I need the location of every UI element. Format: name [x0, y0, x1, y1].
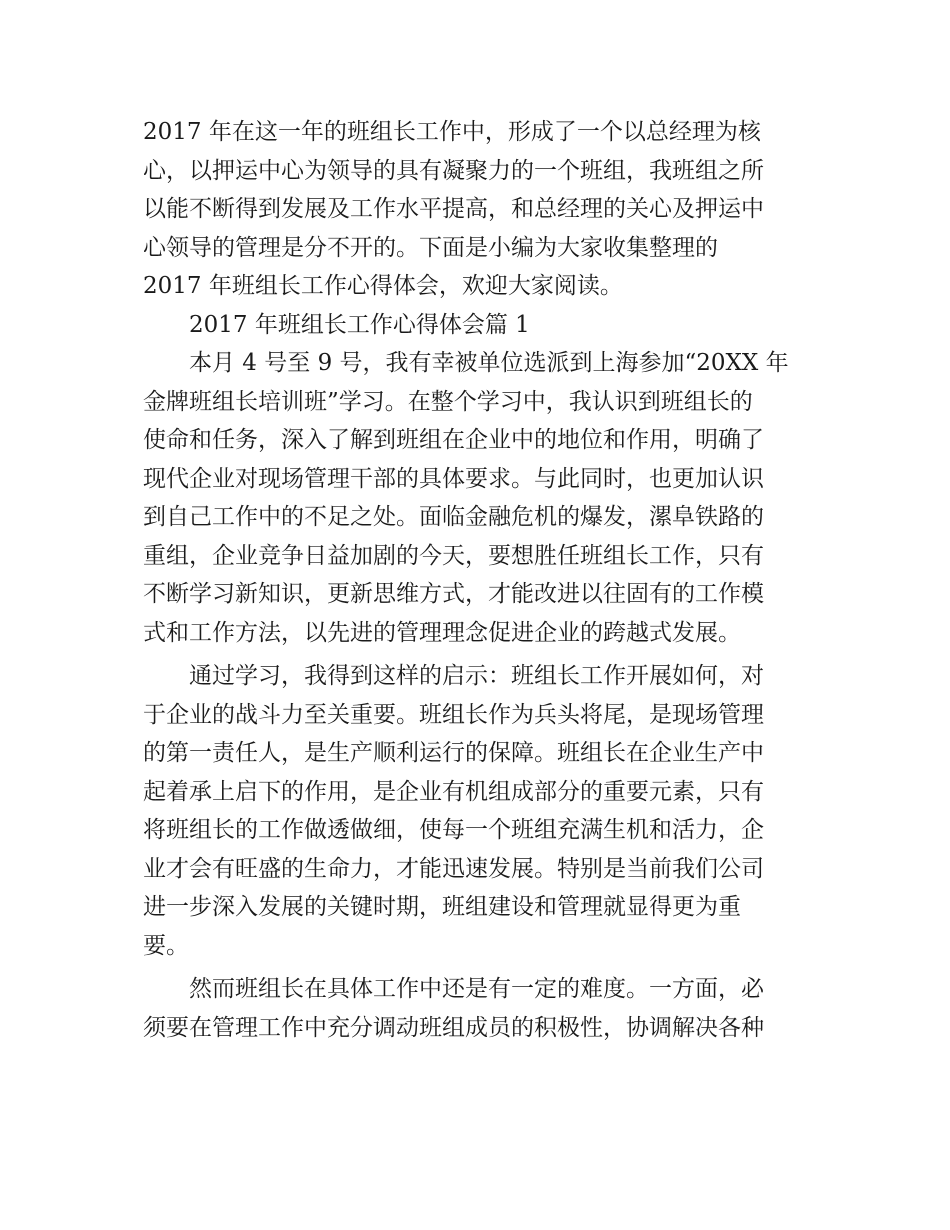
text-line: 重组，企业竞争日益加剧的今天，要想胜任班组长工作，只有: [143, 542, 764, 569]
text-line: 心，以押运中心为领导的具有凝聚力的一个班组，我班组之所: [143, 157, 764, 184]
text-line: 然而班组长在具体工作中还是有一定的难度。一方面，必: [189, 976, 764, 1002]
text-line: 现代企业对现场管理干部的具体要求。与此同时，也更加认识: [143, 465, 764, 492]
text-line: 将班组长的工作做透做细，使每一个班组充满生机和活力，企: [143, 817, 764, 843]
intro-paragraph: [143, 113, 813, 306]
text-line: 于企业的战斗力至关重要。班组长作为兵头将尾，是现场管理: [143, 701, 764, 728]
text-line: 式和工作方法，以先进的管理理念促进企业的跨越式发展。: [143, 619, 741, 646]
text-line: 心领导的管理是分不开的。下面是小编为大家收集整理的: [143, 234, 718, 261]
text-line: 以能不断得到发展及工作水平提高，和总经理的关心及押运中: [143, 196, 764, 222]
section-heading: [143, 306, 813, 345]
document-body: [143, 113, 813, 1047]
text-line: 业才会有旺盛的生命力，才能迅速发展。特别是当前我们公司: [143, 855, 764, 882]
paragraph-3: [143, 970, 813, 1047]
text-line: 进一步深入发展的关键时期，班组建设和管理就显得更为重: [143, 894, 741, 920]
text-line: 须要在管理工作中充分调动班组成员的积极性，协调解决各种: [143, 1014, 764, 1041]
paragraph-1: [143, 344, 813, 652]
text-line: 本月 4 号至 9 号，我有幸被单位选派到上海参加“20XX 年: [189, 350, 789, 376]
text-line: 2017 年在这一年的班组长工作中，形成了一个以总经理为核: [143, 119, 761, 145]
text-line: 通过学习，我得到这样的启示：班组长工作开展如何，对: [189, 663, 764, 689]
text-line: 不断学习新知识，更新思维方式，才能改进以往固有的工作模: [143, 581, 764, 607]
paragraph-2: [143, 657, 813, 965]
text-line: 2017 年班组长工作心得体会，欢迎大家阅读。: [143, 273, 623, 299]
text-line: 金牌班组长培训班”学习。在整个学习中，我认识到班组长的: [143, 388, 753, 415]
text-line: 要。: [143, 932, 189, 959]
text-line: 使命和任务，深入了解到班组在企业中的地位和作用，明确了: [143, 427, 764, 453]
text-line: 起着承上启下的作用，是企业有机组成部分的重要元素，只有: [143, 778, 764, 805]
text-line: 到自己工作中的不足之处。面临金融危机的爆发，漯阜铁路的: [143, 504, 764, 530]
text-line: 的第一责任人，是生产顺利运行的保障。班组长在企业生产中: [143, 740, 764, 766]
heading-line: 2017 年班组长工作心得体会篇 1: [189, 311, 530, 338]
